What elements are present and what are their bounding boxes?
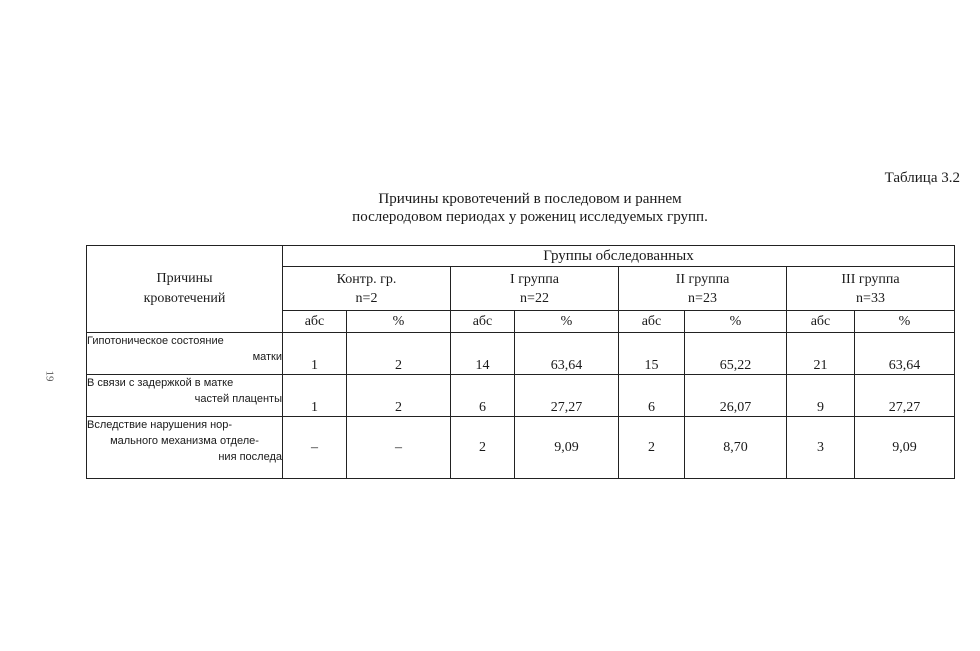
caption-line-2: послеродовом периодах у рожениц исследуемых групп. bbox=[352, 209, 708, 225]
header-abs: абс bbox=[619, 311, 685, 333]
table-caption bbox=[300, 190, 760, 226]
header-group-2 bbox=[619, 267, 787, 311]
caption-line-1: Причины кровотечений в последовом и раннем bbox=[378, 191, 682, 207]
group-name: Контр. гр. bbox=[336, 271, 397, 287]
cell-pct: 27,27 bbox=[855, 375, 955, 417]
cell-pct: 8,70 bbox=[685, 417, 787, 479]
header-row-groups bbox=[87, 246, 955, 267]
header-abs: абс bbox=[787, 311, 855, 333]
header-group-3 bbox=[787, 267, 955, 311]
group-n: n=22 bbox=[520, 290, 549, 306]
group-name: I группа bbox=[510, 271, 559, 287]
header-pct: % bbox=[855, 311, 955, 333]
row-cause bbox=[87, 375, 283, 417]
row-cause bbox=[87, 333, 283, 375]
cell-abs: 2 bbox=[451, 417, 515, 479]
cell-pct: 2 bbox=[347, 375, 451, 417]
table-row bbox=[87, 333, 955, 375]
header-group-control bbox=[283, 267, 451, 311]
header-cause bbox=[87, 246, 283, 333]
cell-pct: 26,07 bbox=[685, 375, 787, 417]
group-n: n=2 bbox=[355, 290, 378, 306]
table-row bbox=[87, 417, 955, 479]
margin-page-number: 19 bbox=[43, 370, 56, 382]
cause-line: ния последа bbox=[218, 451, 282, 463]
header-cause-line-1: Причины bbox=[156, 271, 213, 286]
bleeding-causes-table bbox=[86, 245, 955, 479]
cause-line: частей плаценты bbox=[194, 393, 282, 405]
cause-line: матки bbox=[252, 351, 282, 363]
cause-line: В связи с задержкой в матке bbox=[87, 377, 234, 389]
cell-abs: – bbox=[283, 417, 347, 479]
cause-line: Гипотоническое состояние bbox=[87, 335, 224, 347]
header-cause-line-2: кровотечений bbox=[143, 291, 226, 306]
table-label: Таблица 3.2 bbox=[884, 170, 960, 186]
group-name: II группа bbox=[675, 271, 730, 287]
cause-line: Вследствие нарушения нор- bbox=[87, 419, 233, 431]
cell-abs: 6 bbox=[619, 375, 685, 417]
cell-abs: 2 bbox=[619, 417, 685, 479]
header-group-1 bbox=[451, 267, 619, 311]
cell-pct: – bbox=[347, 417, 451, 479]
cell-pct: 9,09 bbox=[855, 417, 955, 479]
cell-pct: 63,64 bbox=[515, 333, 619, 375]
group-n: n=23 bbox=[688, 290, 717, 306]
cell-abs: 6 bbox=[451, 375, 515, 417]
cell-abs: 15 bbox=[619, 333, 685, 375]
group-name: III группа bbox=[841, 271, 900, 287]
cell-abs: 3 bbox=[787, 417, 855, 479]
cell-abs: 9 bbox=[787, 375, 855, 417]
header-abs: абс bbox=[451, 311, 515, 333]
header-groups-title: Группы обследованных bbox=[283, 246, 955, 267]
cell-abs: 14 bbox=[451, 333, 515, 375]
cell-pct: 9,09 bbox=[515, 417, 619, 479]
cell-pct: 65,22 bbox=[685, 333, 787, 375]
cause-line: мального механизма отделе- bbox=[110, 435, 259, 447]
group-n: n=33 bbox=[856, 290, 885, 306]
cell-pct: 2 bbox=[347, 333, 451, 375]
cell-abs: 1 bbox=[283, 375, 347, 417]
cell-abs: 21 bbox=[787, 333, 855, 375]
table-row bbox=[87, 375, 955, 417]
header-pct: % bbox=[685, 311, 787, 333]
row-cause bbox=[87, 417, 283, 479]
header-abs: абс bbox=[283, 311, 347, 333]
header-pct: % bbox=[347, 311, 451, 333]
cell-abs: 1 bbox=[283, 333, 347, 375]
cell-pct: 63,64 bbox=[855, 333, 955, 375]
cell-pct: 27,27 bbox=[515, 375, 619, 417]
header-pct: % bbox=[515, 311, 619, 333]
